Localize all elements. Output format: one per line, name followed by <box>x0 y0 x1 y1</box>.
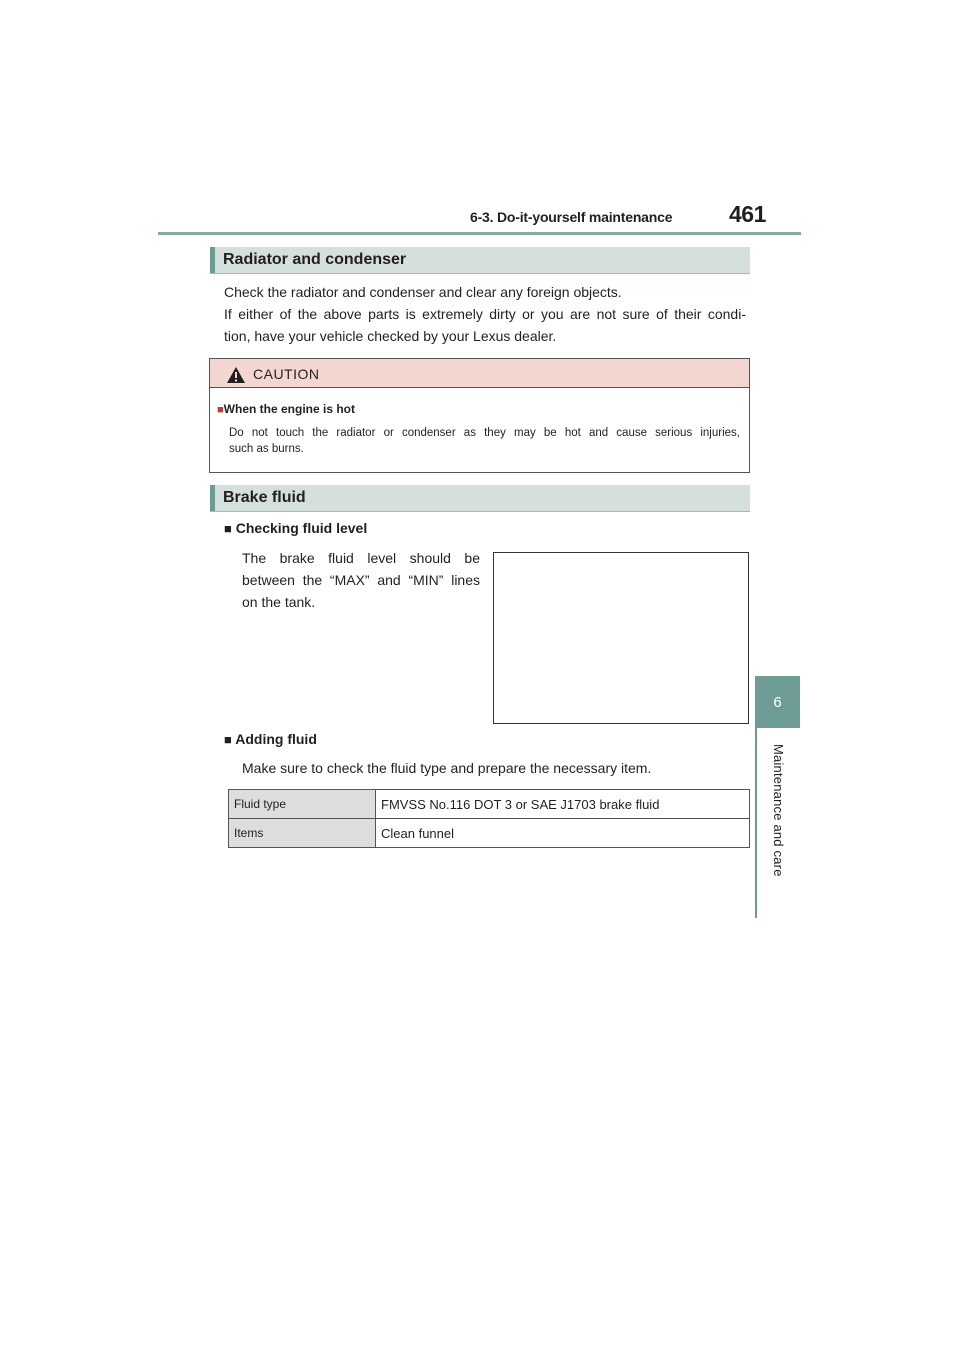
section-heading-bar <box>210 485 215 511</box>
checking-text-line-2: between the “MAX” and “MIN” lines <box>242 572 480 588</box>
table-key-cell: Items <box>229 819 376 848</box>
caution-header <box>210 359 749 388</box>
adding-text: Make sure to check the fluid type and prepare the necessary item. <box>242 760 652 776</box>
chapter-tab: 6 <box>755 676 800 728</box>
radiator-text-line-1: Check the radiator and condenser and clear any foreign objects. <box>224 284 622 300</box>
radiator-text-line-2: If either of the above parts is extremely dirty or you are not sure of their condi- <box>224 306 746 322</box>
caution-item-title <box>217 402 355 416</box>
brake-fluid-spec-table <box>228 789 750 848</box>
table-value-cell: Clean funnel <box>376 819 750 848</box>
section-heading-brake-fluid <box>210 485 750 512</box>
square-bullet-icon: ■ <box>217 404 224 416</box>
header-rule <box>158 232 801 235</box>
page-number: 461 <box>729 201 766 227</box>
chapter-tab-line <box>755 728 757 918</box>
table-value-cell: FMVSS No.116 DOT 3 or SAE J1703 brake fluid <box>376 790 750 819</box>
section-heading-bar <box>210 247 215 273</box>
section-title: Radiator and condenser <box>223 251 407 268</box>
subheading-checking <box>224 520 367 536</box>
subheading-adding <box>224 731 317 747</box>
checking-text-line-3: on the tank. <box>242 594 316 610</box>
warning-triangle-icon <box>226 366 246 384</box>
caution-box <box>209 358 750 473</box>
caution-item-line-2: such as burns. <box>229 443 304 455</box>
caution-item-title-text: When the engine is hot <box>223 402 355 416</box>
section-heading-radiator <box>210 247 750 274</box>
table-row <box>229 819 750 848</box>
running-header-section: 6-3. Do-it-yourself maintenance <box>470 209 673 225</box>
table-key-cell: Fluid type <box>229 790 376 819</box>
radiator-text-line-3: tion, have your vehicle checked by your Lexus dealer. <box>224 328 557 344</box>
caution-item-line-1: Do not touch the radiator or condenser as they may be hot and cause serious injuries, <box>229 427 740 439</box>
checking-text-line-1: The brake fluid level should be <box>242 550 480 566</box>
subheading-adding-text: Adding fluid <box>235 731 317 747</box>
brake-fluid-tank-illustration <box>493 552 749 724</box>
square-bullet-icon: ■ <box>224 732 232 747</box>
section-title: Brake fluid <box>223 489 306 506</box>
square-bullet-icon: ■ <box>224 521 232 536</box>
table-row <box>229 790 750 819</box>
subheading-checking-text: Checking fluid level <box>235 520 368 536</box>
caution-label: CAUTION <box>253 366 320 382</box>
chapter-title: Maintenance and care <box>771 744 786 877</box>
